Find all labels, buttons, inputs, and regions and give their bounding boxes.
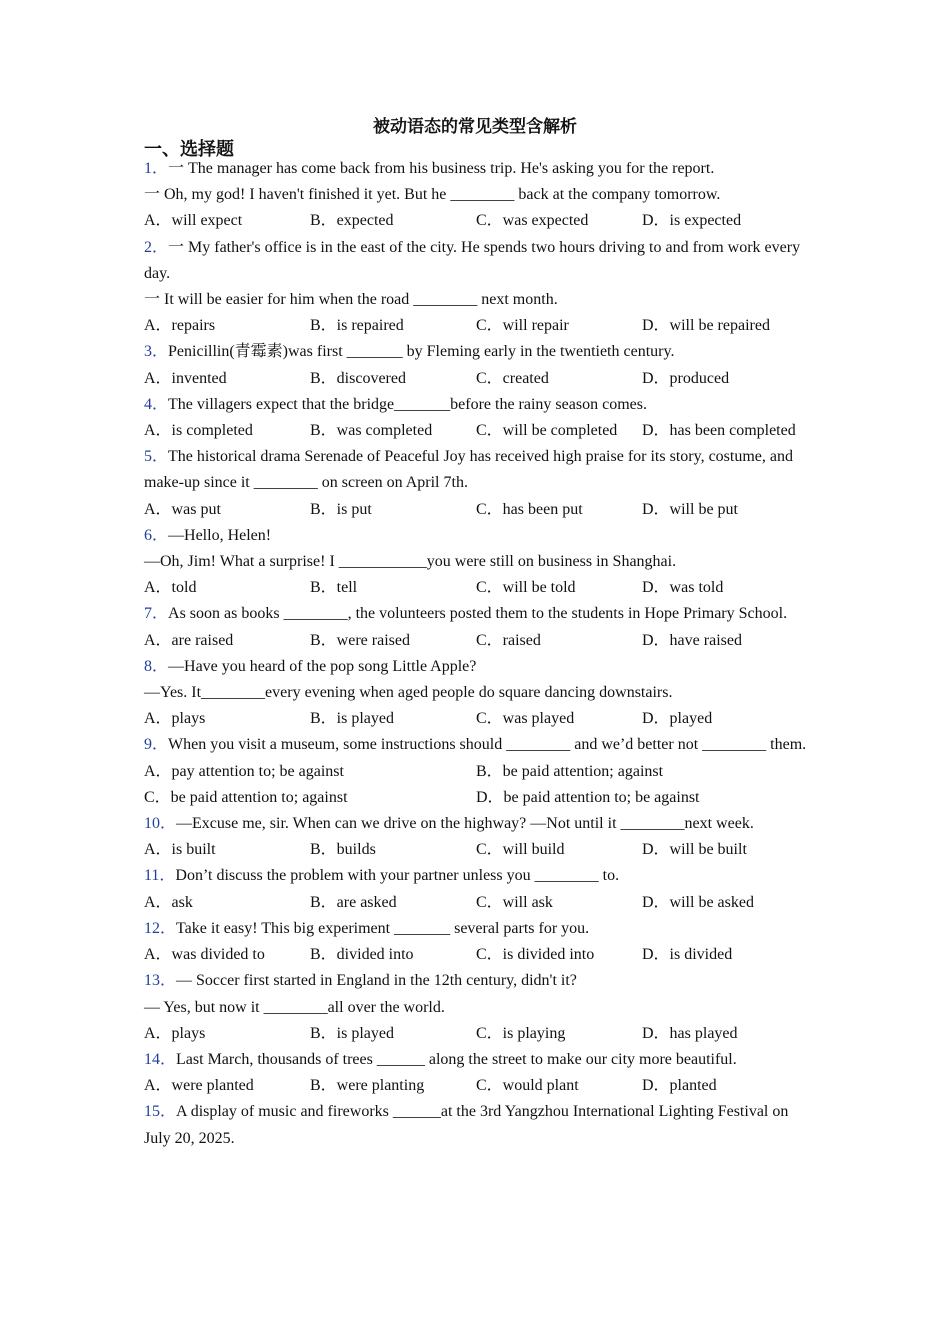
option-d: D．planted [642, 1077, 717, 1095]
option-c: C．will be completed [476, 422, 618, 440]
question-text: 一 It will be easier for him when the road ________ next month. [144, 291, 558, 309]
option-c: C．would plant [476, 1077, 579, 1095]
option-c: C．will build [476, 841, 565, 859]
option-c: C．is divided into [476, 946, 595, 964]
question-text: — Yes, but now it ________all over the world. [144, 998, 445, 1016]
question-number: 10． [144, 815, 177, 833]
options-row [144, 313, 814, 339]
options-row [144, 942, 814, 968]
options-row [144, 628, 814, 654]
option-a: A．was divided to [144, 946, 265, 964]
options-row [144, 418, 814, 444]
option-a: A．was put [144, 500, 221, 518]
question-number: 2． [144, 238, 169, 256]
option-b: B．is put [310, 500, 372, 518]
option-b: B．are asked [310, 893, 397, 911]
option-b: B．tell [310, 579, 358, 597]
question-number: 1． [144, 160, 169, 177]
question-2 [144, 235, 814, 340]
option-a: A．ask [144, 893, 193, 911]
question-text: —Hello, Helen! [168, 526, 272, 544]
option-b: B．was completed [310, 422, 433, 440]
question-text: When you visit a museum, some instructions should ________ and we’d better not ________ them. [168, 736, 807, 754]
question-number: 11． [144, 867, 176, 885]
question-text: As soon as books ________, the volunteers posted them to the students in Hope Primary School. [168, 605, 788, 623]
question-13 [144, 968, 814, 1047]
section-heading: 一、选择题 [144, 139, 234, 159]
option-d: D．played [642, 710, 713, 728]
option-b: B．were raised [310, 631, 410, 649]
question-number: 3． [144, 343, 169, 361]
question-number: 5． [144, 448, 169, 466]
option-d: D．will be repaired [642, 317, 770, 335]
options-row [144, 497, 814, 523]
option-d: D．have raised [642, 631, 742, 649]
option-a: A．is built [144, 841, 216, 859]
option-d: D．has been completed [642, 422, 796, 440]
question-text: The villagers expect that the bridge_______before the rainy season comes. [168, 395, 647, 413]
question-text: Don’t discuss the problem with your partner unless you ________ to. [175, 867, 620, 885]
question-number: 13． [144, 972, 177, 990]
question-1 [144, 156, 814, 235]
question-text: 一 The manager has come back from his business trip. He's asking you for the report. [168, 160, 715, 177]
option-a: A．were planted [144, 1077, 254, 1095]
question-15 [144, 1099, 814, 1151]
question-number: 6． [144, 526, 169, 544]
option-b: B．discovered [310, 369, 406, 387]
options-row [144, 366, 814, 392]
option-a: A．plays [144, 710, 206, 728]
option-d: D．is expected [642, 212, 742, 230]
option-b: B．were planting [310, 1077, 425, 1095]
option-c: C．has been put [476, 500, 583, 518]
option-d: D．will be built [642, 841, 747, 859]
option-d: D．will be put [642, 500, 738, 518]
option-a: A．will expect [144, 212, 243, 230]
question-12 [144, 916, 814, 968]
options-row [144, 706, 814, 732]
question-text: The historical drama Serenade of Peaceful Joy has received high praise for its story, costume, and make-up since it ________ on screen on April 7th. [144, 448, 793, 492]
question-number: 7． [144, 605, 169, 623]
option-a: A．repairs [144, 317, 216, 335]
question-text: — Soccer first started in England in the 12th century, didn't it? [176, 972, 577, 990]
page-title: 被动语态的常见类型含解析 [373, 117, 577, 136]
option-d: D．is divided [642, 946, 733, 964]
option-b: B．divided into [310, 946, 414, 964]
question-9 [144, 732, 814, 811]
options-row [144, 1021, 814, 1047]
question-number: 15． [144, 1103, 177, 1121]
question-8 [144, 654, 814, 733]
option-b: B．is played [310, 710, 394, 728]
question-6 [144, 523, 814, 602]
option-c: C．was expected [476, 212, 589, 230]
question-text: Take it easy! This big experiment _______ several parts for you. [176, 919, 590, 937]
option-a: A．invented [144, 369, 227, 387]
question-7 [144, 601, 814, 653]
option-a: A．is completed [144, 422, 253, 440]
options-row [144, 208, 814, 234]
question-text: Penicillin(青霉素)was first _______ by Fleming early in the twentieth century. [168, 343, 675, 361]
question-number: 8． [144, 657, 169, 675]
option-c: C．created [476, 369, 549, 387]
options-row [144, 1073, 814, 1099]
question-14 [144, 1047, 814, 1099]
question-text: 一 My father's office is in the east of the city. He spends two hours driving to and from work every day. [144, 238, 801, 282]
option-c: C．raised [476, 631, 541, 649]
options-row [144, 837, 814, 863]
question-number: 4． [144, 395, 169, 413]
question-text: —Excuse me, sir. When can we drive on the highway? —Not until it ________next week. [176, 815, 754, 833]
option-b: B．is repaired [310, 317, 404, 335]
question-5 [144, 444, 814, 523]
options-row [144, 575, 814, 601]
option-a: A．are raised [144, 631, 234, 649]
option-d: D．be paid attention to; be against [476, 788, 700, 806]
option-d: D．produced [642, 369, 730, 387]
option-c: C．be paid attention to; against [144, 788, 348, 806]
option-c: C．will repair [476, 317, 569, 335]
option-a: A．plays [144, 1024, 206, 1042]
option-c: C．was played [476, 710, 575, 728]
question-list [144, 156, 814, 1152]
question-text: —Oh, Jim! What a surprise! I ___________you were still on business in Shanghai. [144, 553, 677, 571]
option-c: C．is playing [476, 1024, 566, 1042]
question-text: —Yes. It________every evening when aged people do square dancing downstairs. [144, 684, 673, 702]
question-text: 一 Oh, my god! I haven't finished it yet. But he ________ back at the company tomorrow. [144, 186, 721, 204]
question-number: 9． [144, 736, 169, 754]
question-3 [144, 339, 814, 391]
options-row [144, 890, 814, 916]
question-text: Last March, thousands of trees ______ along the street to make our city more beautiful. [176, 1050, 737, 1068]
option-c: C．will ask [476, 893, 553, 911]
question-text: A display of music and fireworks ______at the 3rd Yangzhou International Lighting Festival on July 20, 2025. [144, 1103, 789, 1147]
option-d: D．will be asked [642, 893, 754, 911]
option-a: A．told [144, 579, 197, 597]
option-b: B．expected [310, 212, 394, 230]
options-grid [144, 759, 814, 811]
question-text: —Have you heard of the pop song Little Apple? [168, 657, 477, 675]
option-b: B．is played [310, 1024, 394, 1042]
question-number: 14． [144, 1050, 177, 1068]
option-b: B．builds [310, 841, 376, 859]
question-number: 12． [144, 919, 177, 937]
option-d: D．has played [642, 1024, 738, 1042]
option-d: D．was told [642, 579, 724, 597]
option-a: A．pay attention to; be against [144, 762, 344, 780]
option-b: B．be paid attention; against [476, 762, 664, 780]
option-c: C．will be told [476, 579, 576, 597]
question-11 [144, 863, 814, 915]
question-4 [144, 392, 814, 444]
question-10 [144, 811, 814, 863]
